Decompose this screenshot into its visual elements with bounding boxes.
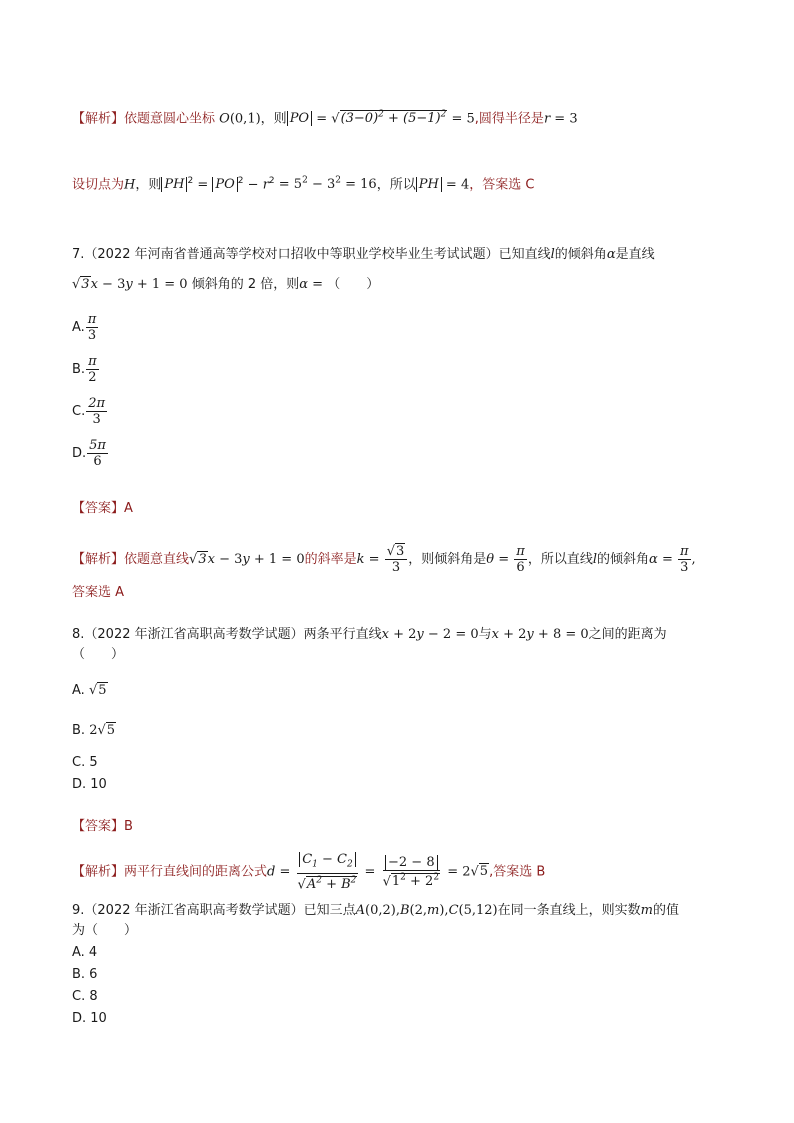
q9-option-c: C. 8: [72, 989, 98, 1004]
q9-option-b: B. 6: [72, 967, 98, 982]
q8-analysis: 【解析】两平行直线间的距离公式d = $\frac{C_1 - C_2}{√A^2 + B^2}$ = $\frac{-2 - 8}{√1^2 + 2^2}$ = 2√5,答案选 B: [72, 852, 546, 892]
q9-option-d: D. 10: [72, 1011, 107, 1026]
text: ，答案选 C: [469, 177, 535, 193]
option-label: B.: [72, 723, 86, 738]
text: 两平行直线间的距离公式: [124, 864, 268, 880]
option-label: A.: [72, 320, 85, 335]
text: 之间的距离为: [588, 627, 667, 642]
text: ，则: [135, 177, 162, 193]
analysis-line-1: 【解析】依题意圆心坐标 O(0,1)，则 PO = $√(3-0)^2 + (5-1)^2 = 5$,圆得半径是r = 3: [72, 110, 578, 127]
math: O: [219, 111, 230, 127]
q9-stem-line-2: 为（ ）: [72, 923, 138, 938]
q8-option-b: B. 2√5: [72, 723, 116, 738]
text: 是直线: [615, 247, 655, 262]
q8-stem-line-1: 8.（2022 年浙江省高职高考数学试题）两条平行直线x + 2y − 2 = 0与x + 2y + 8 = 0之间的距离为: [72, 627, 667, 642]
text: 的倾斜角: [597, 552, 650, 567]
math: PO: [287, 111, 312, 126]
answer-value: B: [124, 819, 133, 834]
text: ,圆得半径是: [474, 111, 544, 127]
q7-answer: [72, 500, 133, 518]
q7-option-b: B. $\frac{\pi}{2}$: [72, 354, 97, 385]
text: 设切点为: [72, 177, 125, 193]
analysis-tag: 【解析】: [72, 864, 125, 880]
option-label: C.: [72, 404, 86, 419]
text: 倾斜角的 2 倍，则: [191, 277, 300, 292]
text: ，则: [260, 111, 287, 127]
q8-option-d: D. 10: [72, 777, 107, 792]
text: 9.（2022 年浙江省高职高考数学试题）已知三点: [72, 903, 356, 918]
text: 依题意圆心坐标: [124, 111, 216, 127]
answer-value: A: [124, 501, 133, 516]
q8-option-a: A. √5: [72, 683, 107, 698]
text: 与: [478, 627, 492, 642]
answer-tag: 【答案】: [72, 501, 125, 516]
q9-stem-line-1: 9.（2022 年浙江省高职高考数学试题）已知三点A(0,2),B(2,m),C(5,12)在同一条直线上，则实数m的值: [72, 903, 679, 918]
option-label: D.: [72, 446, 87, 461]
math-sqrt: $√(3-0)^2 + (5-1)^2$: [331, 110, 447, 127]
q7-stem-line-1: 7.（2022 年河南省普通高等学校对口招收中等职业学校毕业生考试试题）已知直线l的倾斜角α是直线: [72, 247, 655, 262]
text: 的倾斜角: [554, 247, 607, 262]
q7-option-c: C. $\frac{2\pi}{3}$: [72, 396, 106, 427]
q7-analysis: 【解析】依题意直线√3x − 3y + 1 = 0的斜率是k = $\frac{√3}{3}$ ，则倾斜角是θ = $\frac{\pi}{6}$ ，所以直线l的倾斜角α = $\frac{\pi}{3}$ ,: [72, 544, 696, 575]
text: ，则倾斜角是: [408, 552, 487, 567]
text: ,答案选 B: [489, 864, 546, 880]
analysis-line-2: 设切点为H，则 PH $^2$ = PO $^2 - r^2 = 5^2 - 3^2 = 16$，所以 PH = 4，答案选 C: [72, 176, 535, 193]
analysis-tag: 【解析】: [72, 552, 125, 567]
q9-option-a: A. 4: [72, 945, 98, 960]
q7-option-d: D. $\frac{5\pi}{6}$: [72, 438, 106, 469]
text: 8.（2022 年浙江省高职高考数学试题）两条平行直线: [72, 627, 382, 642]
text: 依题意直线: [124, 552, 190, 567]
text: ，所以直线: [527, 552, 593, 567]
option-label: A.: [72, 683, 85, 698]
q8-stem-line-2: （ ）: [72, 647, 125, 662]
text: （ ）: [327, 277, 380, 292]
text: 的值: [652, 903, 679, 918]
analysis-tag: 【解析】: [72, 111, 125, 127]
q8-answer: [72, 818, 133, 836]
text: 在同一条直线上，则实数: [497, 903, 641, 918]
option-label: B.: [72, 362, 86, 377]
q7-option-a: A. $\frac{\pi}{3}$: [72, 312, 97, 343]
text: 的斜率是: [304, 552, 357, 567]
text: 7.（2022 年河南省普通高等学校对口招收中等职业学校毕业生考试试题）已知直线: [72, 247, 551, 262]
q7-stem-line-2: √3x − 3y + 1 = 0 倾斜角的 2 倍，则α = （ ）: [72, 277, 380, 292]
answer-tag: 【答案】: [72, 819, 125, 834]
q7-analysis-end: 答案选 A: [72, 585, 125, 600]
q8-option-c: C. 5: [72, 755, 98, 770]
text: ，所以: [376, 177, 416, 193]
